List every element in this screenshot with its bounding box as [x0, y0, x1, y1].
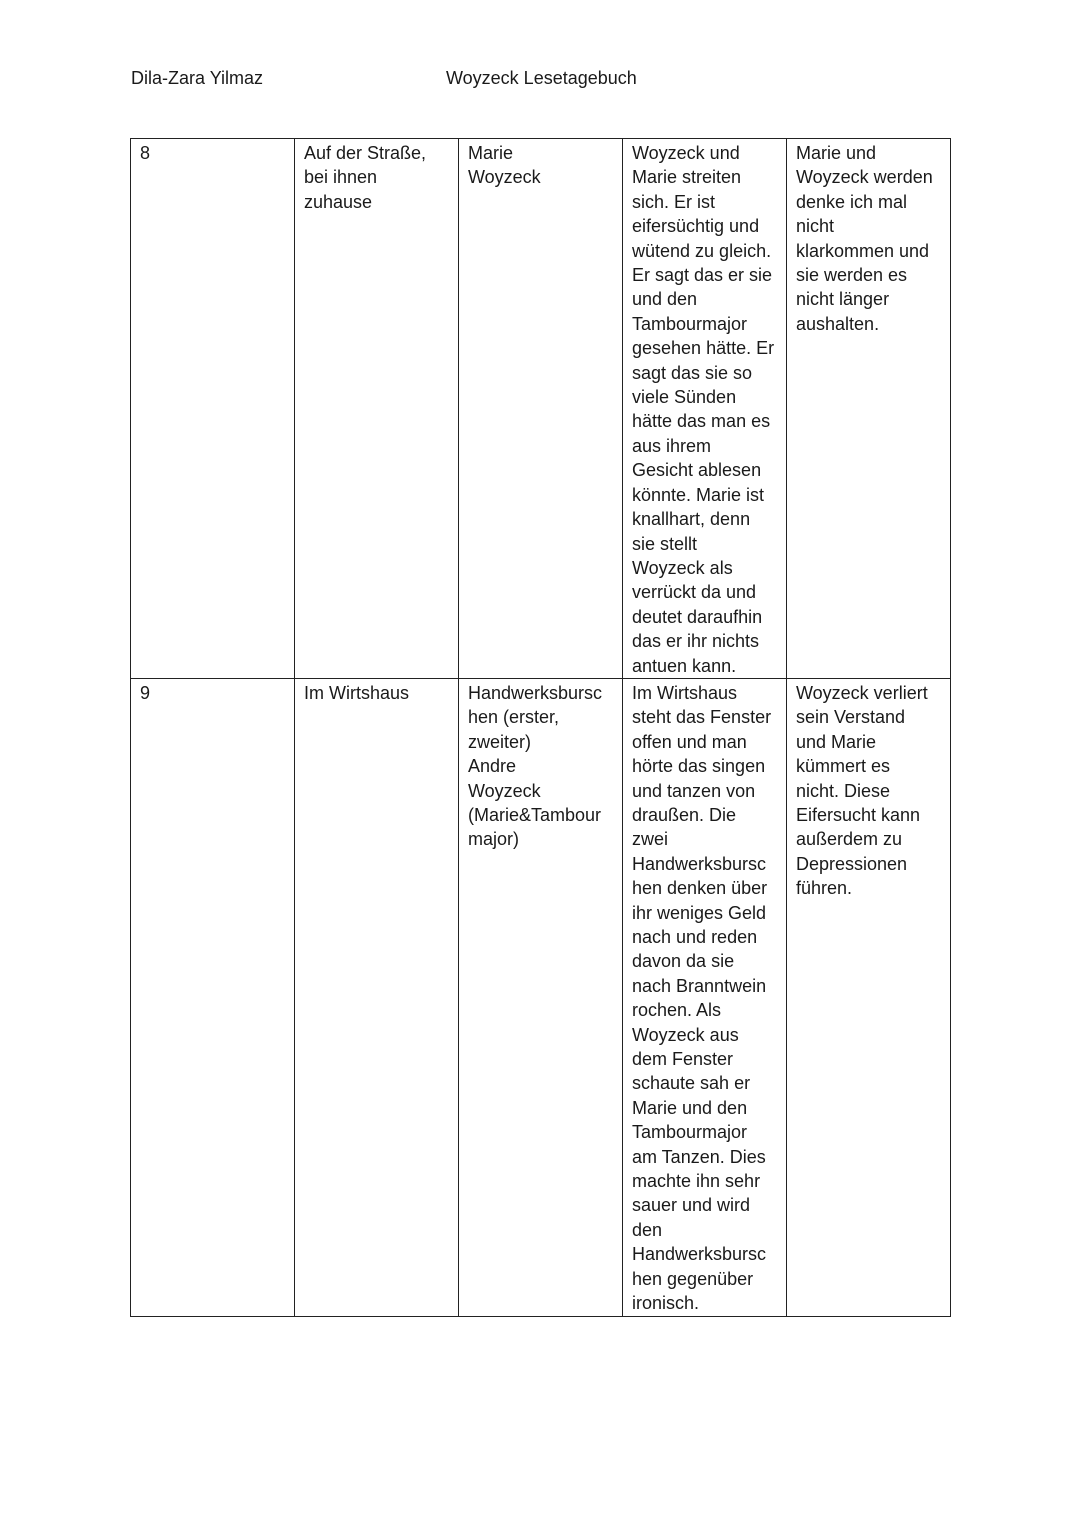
scene-number-cell — [131, 678, 295, 1316]
place-cell — [295, 678, 459, 1316]
opinion-cell — [787, 139, 951, 679]
scene-number: 8 — [140, 143, 151, 163]
table-row — [131, 139, 951, 679]
author-name: Dila-Zara Yilmaz — [131, 68, 264, 88]
scene-place: Auf der Straße, bei ihnen zuhause — [304, 143, 427, 212]
document-title: Woyzeck Lesetagebuch — [446, 68, 637, 88]
scene-content: Woyzeck und Marie streiten sich. Er ist eifersüchtig und wütend zu gleich. Er sagt das er sie und den Tambourmajor gesehen hätte. Er sagt das sie so viele Sünden hätte das man es aus ihrem Gesicht ablesen könnte. Marie ist knallhart, denn sie stellt Woyzeck als verrückt da und deutet daraufhin das er ihr nichts antuen kann. — [632, 143, 775, 676]
content-cell — [623, 139, 787, 679]
scene-characters: Marie Woyzeck — [468, 143, 541, 188]
scene-number: 9 — [140, 682, 151, 703]
content-cell — [623, 678, 787, 1316]
scene-opinion: Marie und Woyzeck werden denke ich mal nicht klarkommen und sie werden es nicht länger aushalten. — [796, 143, 933, 334]
table-row — [131, 678, 951, 1316]
characters-cell — [459, 678, 623, 1316]
place-cell — [295, 139, 459, 679]
characters-cell — [459, 139, 623, 679]
reading-diary-table — [130, 138, 951, 1317]
opinion-cell — [787, 678, 951, 1316]
scene-content: Im Wirtshaus steht das Fenster offen und man hörte das singen und tanzen von draußen. Die zwei Handwerksbursc hen denken über ihr weniges Geld nach und reden davon da sie nach Branntwein rochen. Als Woyzeck aus dem Fenster schaute sah er Marie und den Tambourmajor am Tanzen. Dies machte ihn sehr sauer und wird den Handwerksbursc hen gegenüber ironisch. — [632, 682, 772, 1314]
scene-place: Im Wirtshaus — [304, 682, 410, 703]
scene-opinion: Woyzeck verliert sein Verstand und Marie kümmert es nicht. Diese Eifersucht kann außerdem zu Depressionen führen. — [796, 682, 928, 899]
scene-characters: Handwerksbursc hen (erster, zweiter) Andre Woyzeck (Marie&Tambour major) — [468, 682, 603, 850]
scene-number-cell — [131, 139, 295, 679]
